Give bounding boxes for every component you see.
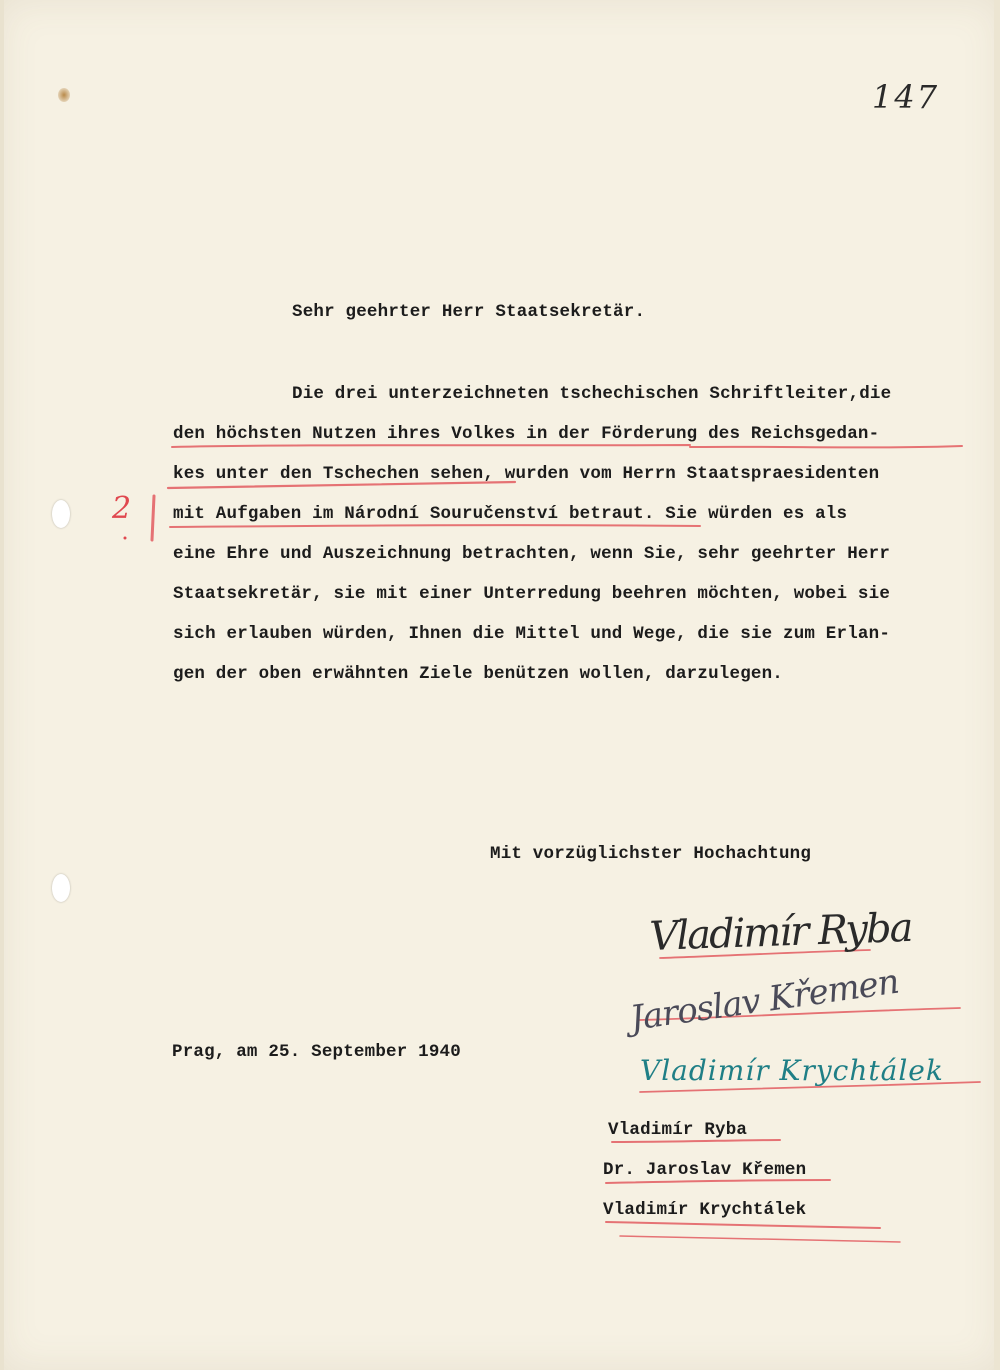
signature-2: Jaroslav Křemen (627, 961, 901, 1039)
body-line-6: Staatsekretär, sie mit einer Unterredung beehren möchten, wobei sie (173, 584, 891, 604)
signature-1: Vladimír Ryba (648, 904, 913, 960)
body-line-7: sich erlauben würden, Ihnen die Mittel und Wege, die sie zum Erlan- (173, 624, 891, 644)
underline-signature-1 (660, 950, 870, 958)
closing-formula: Mit vorzüglichster Hochachtung (490, 844, 812, 864)
underline-name-3 (606, 1222, 880, 1228)
punch-hole-lower (52, 874, 70, 902)
underline-signature-2 (640, 1008, 960, 1020)
margin-bracket (152, 496, 154, 540)
typed-name-1: Vladimír Ryba (608, 1120, 748, 1140)
body-line-5: eine Ehre und Auszeichnung betrachten, wenn Sie, sehr geehrter Herr (173, 544, 891, 564)
typed-name-2: Dr. Jaroslav Křemen (603, 1160, 807, 1180)
underline-name-2 (606, 1180, 830, 1183)
page-edge-right (994, 0, 1000, 1370)
underline-signature-3 (640, 1082, 980, 1092)
page-edge-left (0, 0, 4, 1370)
body-line-1: Die drei unterzeichneten tschechischen Schriftleiter,die (292, 384, 892, 404)
folio-number: 147 (872, 78, 940, 116)
body-line-2: den höchsten Nutzen ihres Volkes in der Förderung des Reichsgedan- (173, 424, 880, 444)
paper-stain (58, 88, 70, 102)
underline-name-3b (620, 1236, 900, 1242)
place-and-date: Prag, am 25. September 1940 (172, 1042, 461, 1062)
underline-line-4 (170, 525, 700, 527)
typed-name-3: Vladimír Krychtálek (603, 1200, 807, 1220)
margin-dot (124, 537, 127, 540)
salutation: Sehr geehrter Herr Staatsekretär. (292, 302, 646, 322)
underline-name-1 (612, 1140, 780, 1142)
underline-line-2 (172, 445, 962, 447)
margin-note: 2 (112, 491, 132, 526)
punch-hole-upper (52, 500, 70, 528)
body-line-8: gen der oben erwähnten Ziele benützen wollen, darzulegen. (173, 664, 783, 684)
body-line-3: kes unter den Tschechen sehen, wurden vom Herrn Staatspraesidenten (173, 464, 880, 484)
signature-3: Vladimír Krychtálek (640, 1054, 944, 1087)
body-line-4: mit Aufgaben im Národní Souručenství betraut. Sie würden es als (173, 504, 848, 524)
